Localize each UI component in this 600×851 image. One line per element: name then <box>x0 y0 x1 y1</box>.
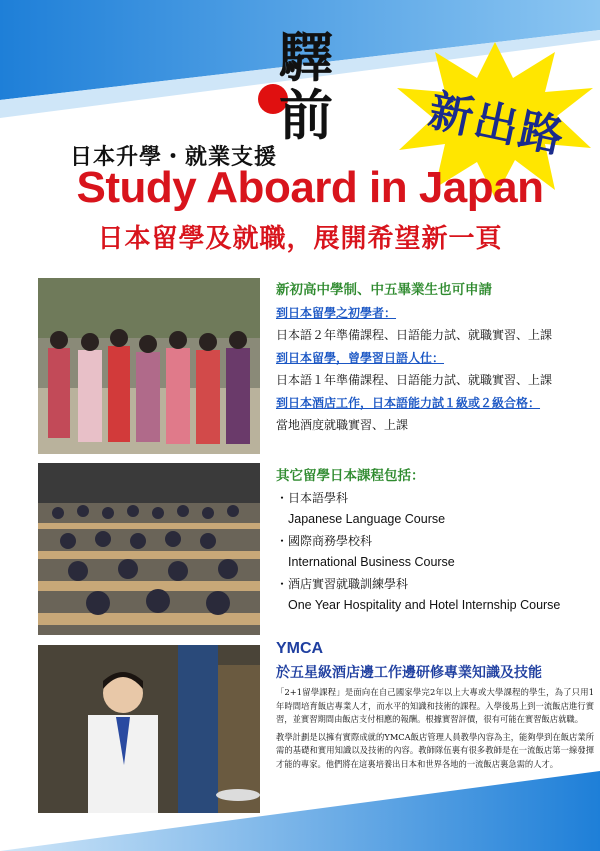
section-heading: 其它留學日本課程包括： <box>276 468 425 484</box>
classroom-photo <box>38 463 260 635</box>
section-applicants <box>276 279 586 437</box>
section-heading: 於五星級酒店邊工作邊研修專業知識及技能 <box>276 665 542 681</box>
group-detail: 日本語１年準備課程、日語能力試、就職實習、上課 <box>276 373 553 387</box>
group-label: 到日本酒店工作，日本語能力試１級或２級合格： <box>276 395 541 410</box>
course-name-en: Japanese Language Course <box>288 512 446 526</box>
kimono-students-photo <box>38 278 260 454</box>
new-path-label: 新出路 <box>424 85 570 164</box>
course-name-zh: ・日本語學科 <box>276 490 349 505</box>
slogan: 日本留學及就職，展開希望新一頁 <box>97 224 503 254</box>
section-heading: 新初高中學制、中五畢業生也可申請 <box>276 282 492 298</box>
course-name-en: One Year Hospitality and Hotel Internship Course <box>288 598 561 612</box>
group-label: 到日本留學之初學者： <box>276 305 397 320</box>
hotel-staff-photo <box>38 645 260 813</box>
curriculum-description: 教學計劃是以擁有實際成就的YMCA飯店管理人員教學內容為主，能夠學到在飯店業所需的基礎和實用知識以及技術的內容。教師隊伍裏有很多教師是在一流飯店第一線發揮才能的專家。他們將在這裏培養出日本和世界各地的一流飯店裏急需的人才。 <box>276 731 594 769</box>
logo-top-character: 驛 <box>279 25 333 89</box>
course-name-en: International Business Course <box>288 555 455 569</box>
course-name-zh: ・國際商務學校科 <box>276 533 373 548</box>
page-title: Study Aboard in Japan <box>76 163 544 212</box>
logo-bottom-character: 前 <box>279 83 333 147</box>
subtitle: 日本升學・就業支援 <box>70 145 278 170</box>
logo <box>270 25 342 147</box>
section-ymca <box>276 640 594 771</box>
group-detail: 日本語２年準備課程、日語能力試、就職實習、上課 <box>276 328 553 342</box>
course-name-zh: ・酒店實習就職訓練學科 <box>276 576 409 591</box>
group-label: 到日本留學，曾學習日語人仕： <box>276 350 445 365</box>
section-courses <box>276 466 596 617</box>
program-description: 「2+1留學課程」是面向在自己國家學完2年以上大專或大學課程的學生，為了只用1年時間培育飯店專業人才，而水平的知識和技術的課程。入學後馬上到一流飯店進行實習，並實習期間由飯店支付相應的報酬。根據實習評價，很有可能在實習飯店就職。 <box>276 687 594 724</box>
group-detail: 當地酒度就職實習、上課 <box>276 418 409 432</box>
ymca-label: YMCA <box>276 640 324 657</box>
